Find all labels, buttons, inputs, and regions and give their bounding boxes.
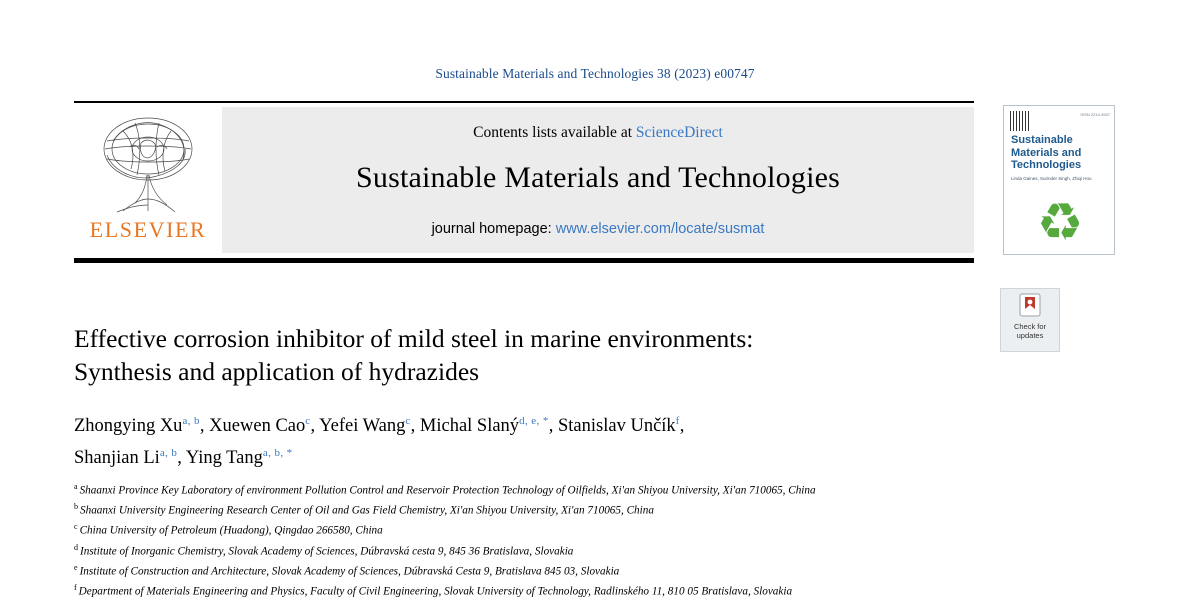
title-line-2: Synthesis and application of hydrazides bbox=[74, 357, 480, 386]
author-sep: , bbox=[199, 416, 210, 437]
affiliation-label: d bbox=[74, 542, 78, 552]
affiliation-label: c bbox=[74, 522, 78, 532]
affiliation-text: Institute of Inorganic Chemistry, Slovak Academy of Sciences, Dúbravská cesta 9, 845 36 Bratislava, Slovakia bbox=[80, 545, 574, 558]
page-title bbox=[74, 322, 974, 388]
sciencedirect-link[interactable]: ScienceDirect bbox=[635, 124, 723, 141]
author-sep: , bbox=[310, 416, 320, 437]
affiliation-text: China University of Petroleum (Huadong), Qingdao 266580, China bbox=[79, 525, 383, 538]
author-marks: a, b bbox=[159, 447, 178, 460]
elsevier-wordmark: ELSEVIER bbox=[89, 217, 207, 242]
journal-homepage-line bbox=[222, 221, 974, 237]
author-list bbox=[74, 408, 1014, 472]
crossmark-line1: Check for bbox=[1013, 322, 1047, 331]
affiliation-item bbox=[74, 479, 1074, 499]
author-sep: , bbox=[177, 448, 186, 469]
journal-title: Sustainable Materials and Technologies bbox=[356, 161, 840, 194]
affiliation-item bbox=[74, 540, 1074, 560]
cover-editors: Linda Gaines, Surinder Singh, Zhiqi Hou bbox=[1011, 176, 1092, 181]
homepage-prefix: journal homepage: bbox=[431, 221, 556, 237]
crossmark-icon bbox=[1017, 293, 1043, 321]
author-sep: , bbox=[548, 416, 558, 437]
affiliation-item bbox=[74, 499, 1074, 519]
journal-cover-thumbnail[interactable] bbox=[1003, 105, 1115, 255]
affiliation-text: Institute of Construction and Architecture, Slovak Academy of Sciences, Dúbravská Cesta 9, Bratislava 845 03, Slovakia bbox=[79, 565, 620, 578]
crossmark-label bbox=[1001, 323, 1059, 340]
affiliation-text: Department of Materials Engineering and Physics, Faculty of Civil Engineering, Slovak University of Technology, Radlinského 11, 810 05 Bratislava, Slovakia bbox=[78, 585, 793, 598]
recycle-icon: ♻ bbox=[1036, 195, 1084, 252]
author-name: Stanislav Unčík bbox=[558, 416, 676, 437]
author-marks: a, b, * bbox=[262, 447, 293, 460]
author-name: Yefei Wang bbox=[319, 416, 406, 437]
affiliation-label: b bbox=[74, 502, 78, 512]
author-marks: c bbox=[305, 415, 311, 427]
author-name: Michal Slaný bbox=[419, 416, 520, 437]
author-marks: a, b bbox=[182, 415, 200, 427]
affiliation-item bbox=[74, 580, 1074, 600]
affiliation-label: e bbox=[74, 562, 78, 572]
journal-homepage-link[interactable]: www.elsevier.com/locate/susmat bbox=[555, 221, 765, 237]
author-name: Zhongying Xu bbox=[74, 416, 183, 437]
author-name: Xuewen Cao bbox=[209, 416, 306, 437]
cover-title: Sustainable Materials and Technologies bbox=[1011, 134, 1082, 171]
cover-corner-note: ISSN 2214-9937 bbox=[1080, 112, 1110, 117]
title-line-1: Effective corrosion inhibitor of mild steel in marine environments: bbox=[74, 324, 754, 353]
cover-header-strip bbox=[1004, 106, 1115, 136]
running-head: Sustainable Materials and Technologies 38 (2023) e00747 bbox=[435, 66, 755, 81]
journal-band bbox=[222, 107, 974, 253]
author-name: Ying Tang bbox=[185, 448, 263, 469]
author-sep: , bbox=[410, 416, 420, 437]
barcode-icon bbox=[1010, 111, 1030, 131]
affiliation-list bbox=[74, 479, 1074, 600]
contents-prefix: Contents lists available at bbox=[473, 124, 636, 141]
affiliation-item bbox=[74, 519, 1074, 539]
author-marks: f bbox=[675, 415, 680, 427]
affiliation-label: f bbox=[74, 583, 77, 593]
contents-available-line bbox=[222, 107, 974, 142]
crossmark-badge[interactable] bbox=[1000, 288, 1060, 352]
author-marks: d, e, * bbox=[519, 415, 549, 427]
journal-masthead bbox=[74, 101, 974, 259]
affiliation-label: a bbox=[74, 482, 78, 491]
author-marks: c bbox=[405, 415, 411, 427]
affiliation-text: Shaanxi Province Key Laboratory of environment Pollution Control and Reservoir Protection Technology of Oilfields, Xi'an Shiyou University, Xi'an 710065, China bbox=[79, 484, 816, 497]
elsevier-logo bbox=[74, 107, 222, 259]
affiliation-item bbox=[74, 560, 1074, 580]
masthead-bottom-rule bbox=[74, 258, 974, 263]
elsevier-tree-icon bbox=[83, 111, 213, 219]
author-name: Shanjian Li bbox=[74, 448, 160, 469]
author-sep: , bbox=[679, 416, 685, 437]
crossmark-line2: updates bbox=[1016, 330, 1044, 340]
affiliation-text: Shaanxi University Engineering Research Center of Oil and Gas Field Chemistry, Xi'an Shiyou University, Xi'an 710065, China bbox=[80, 504, 654, 517]
